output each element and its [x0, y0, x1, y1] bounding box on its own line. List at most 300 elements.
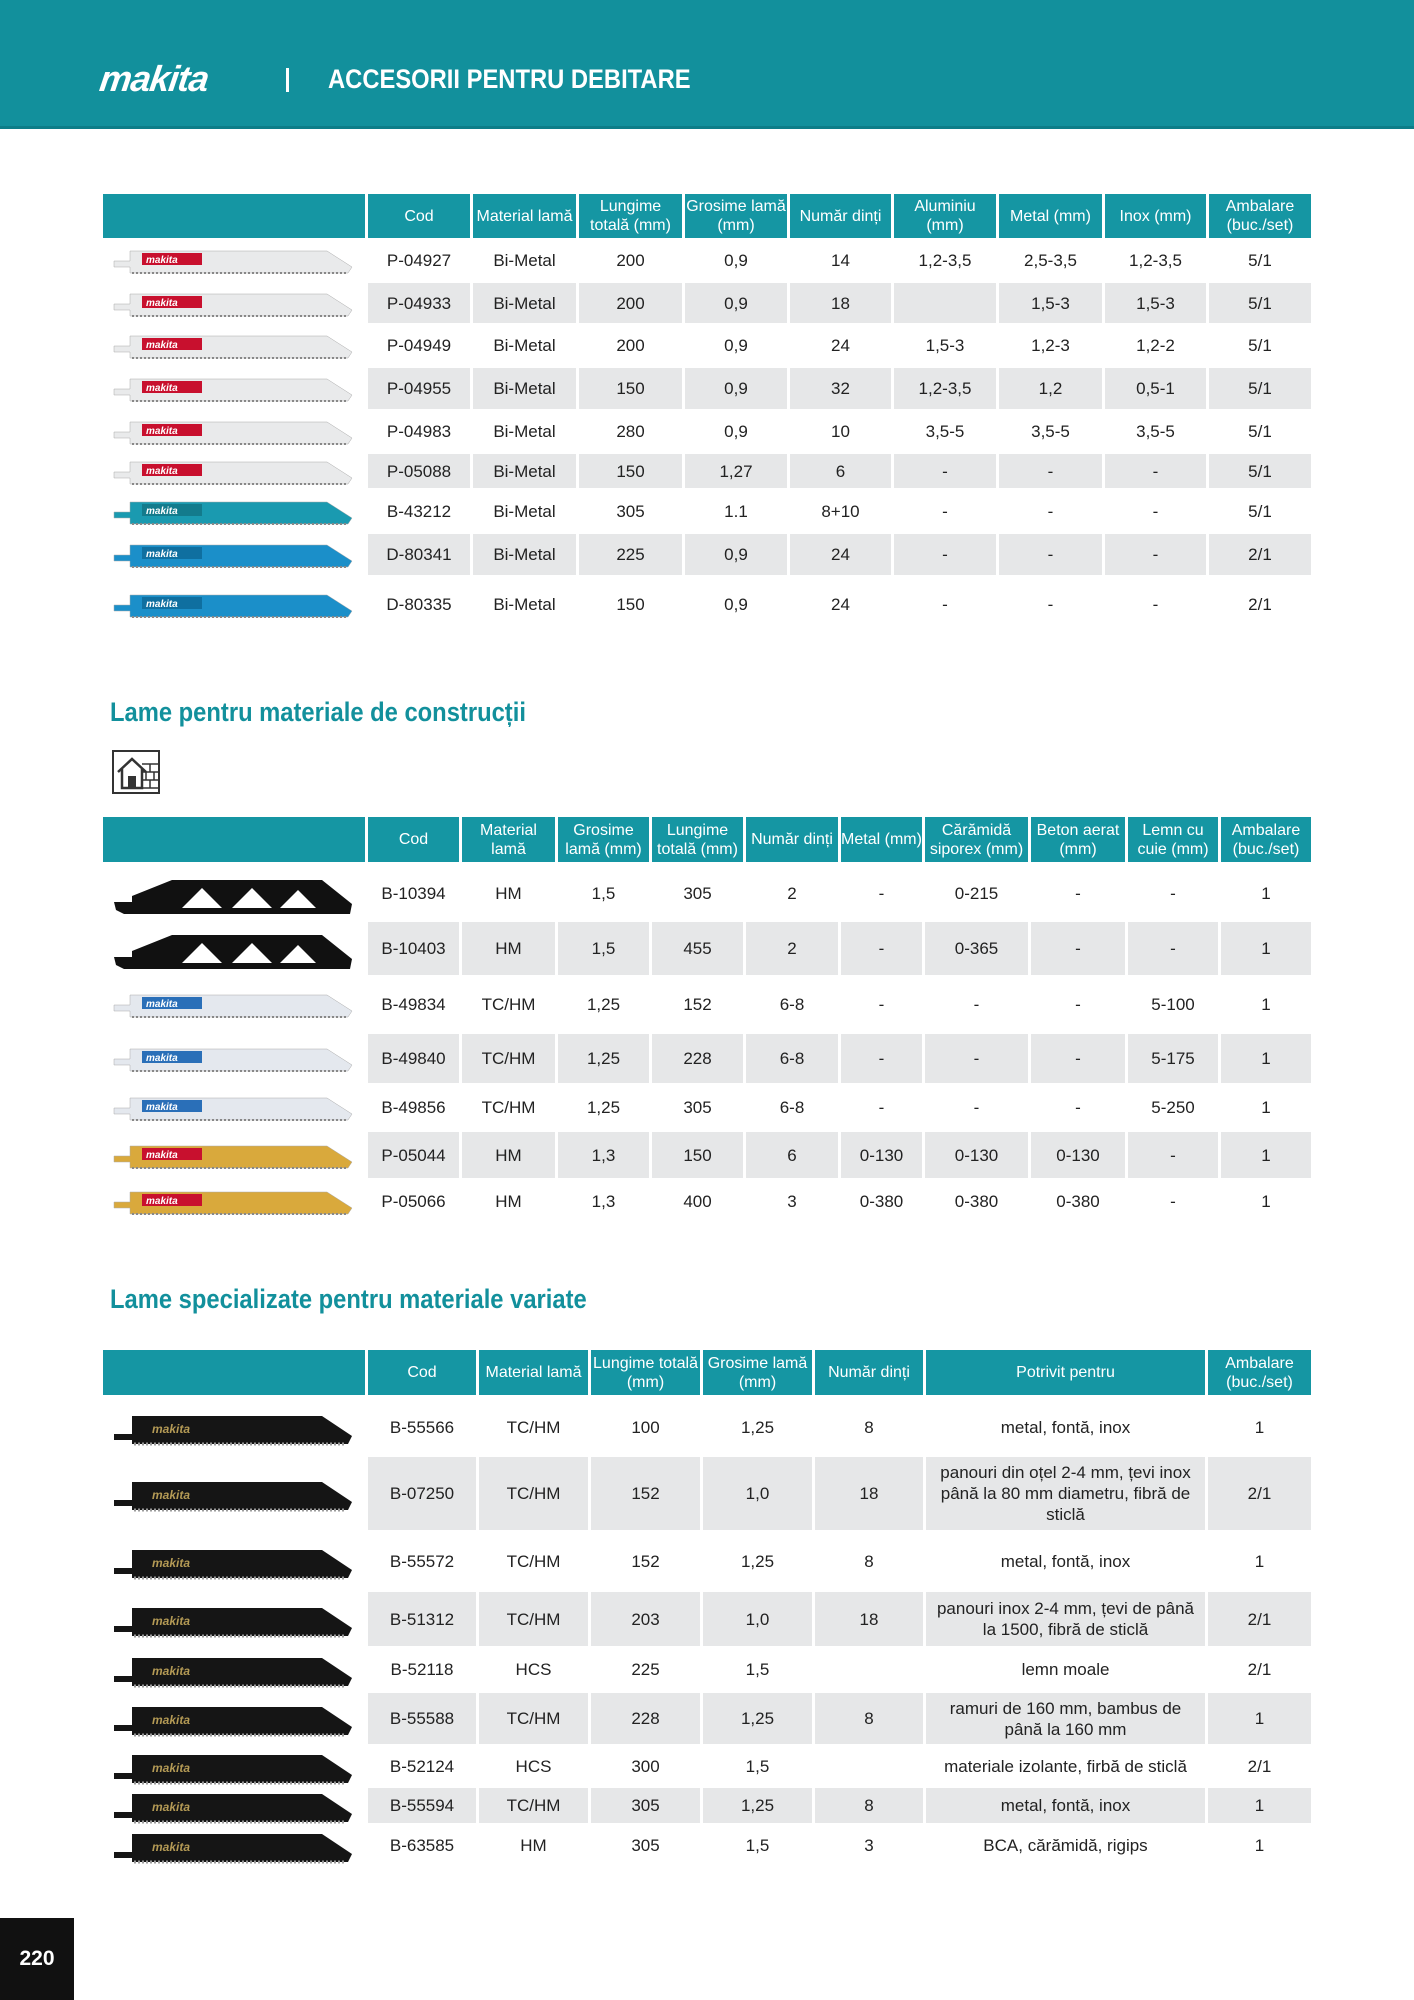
table-cell: 200 [576, 240, 682, 283]
table-cell: TC/HM [476, 1693, 588, 1747]
saw-blade-icon [103, 1649, 365, 1693]
table-cell: 1,25 [700, 1533, 812, 1592]
table-row [103, 491, 1311, 534]
table-cell: 152 [649, 978, 743, 1034]
product-code: P-04949 [365, 326, 470, 368]
table-cell: 1 [1205, 1788, 1311, 1826]
table-cell: 14 [787, 240, 891, 283]
table-cell: 1 [1218, 1132, 1311, 1181]
table-cell: HCS [476, 1747, 588, 1788]
brick-house-icon [112, 750, 160, 794]
table-cell: 305 [649, 867, 743, 922]
table-cell: - [891, 578, 996, 634]
table-row [103, 1693, 1311, 1747]
table-cell: 1 [1218, 867, 1311, 922]
table-cell: - [1102, 454, 1206, 491]
table-cell: 150 [576, 454, 682, 491]
product-code: P-04955 [365, 368, 470, 412]
product-code: D-80335 [365, 578, 470, 634]
table-cell: TC/HM [459, 1034, 555, 1086]
svg-text:makita: makita [145, 465, 178, 477]
column-header: Inox (mm) [1102, 194, 1206, 238]
table-cell: 5/1 [1206, 240, 1311, 283]
table-cell: 1,2-3,5 [1102, 240, 1206, 283]
column-header: Cod [365, 1350, 476, 1395]
product-code: P-04927 [365, 240, 470, 283]
table-cell: 0-380 [1028, 1181, 1125, 1224]
table-cell: 150 [576, 578, 682, 634]
table-cell: - [996, 534, 1102, 578]
section-title-construction: Lame pentru materiale de construcții [110, 697, 526, 727]
table-cell: metal, fontă, inox [923, 1400, 1205, 1457]
table-cell: 2 [743, 867, 838, 922]
table-cell: panouri inox 2-4 mm, țevi de până la 1500, fibră de sticlă [923, 1592, 1205, 1649]
table-cell: - [838, 922, 922, 978]
table-cell: 5-100 [1125, 978, 1218, 1034]
table-cell: 5/1 [1206, 283, 1311, 326]
table-cell: 1,25 [700, 1693, 812, 1747]
table-cell: HM [476, 1826, 588, 1867]
table-cell: 1,5-3 [1102, 283, 1206, 326]
table-cell: TC/HM [476, 1788, 588, 1826]
table-cell: 2,5-3,5 [996, 240, 1102, 283]
table-row [103, 534, 1311, 578]
table-row [103, 240, 1311, 283]
saw-blade-icon [103, 412, 365, 454]
svg-text:makita: makita [151, 1800, 190, 1814]
table-cell: 225 [588, 1649, 700, 1693]
table-cell: 1,3 [555, 1132, 649, 1181]
table-cell: - [1125, 867, 1218, 922]
table-cell: - [1028, 1086, 1125, 1132]
table-cell: panouri din oțel 2-4 mm, țevi inox până la 80 mm diametru, fibră de sticlă [923, 1457, 1205, 1533]
table-cell: BCA, cărămidă, rigips [923, 1826, 1205, 1867]
table-cell: 1,5 [700, 1747, 812, 1788]
column-header: Material lamă [459, 817, 555, 862]
svg-text:makita: makita [151, 1488, 190, 1502]
svg-text:makita: makita [151, 1613, 190, 1628]
table-row [103, 578, 1311, 634]
table-row [103, 978, 1311, 1034]
column-header: Aluminiu (mm) [891, 194, 996, 238]
saw-blade-icon [103, 1693, 365, 1747]
svg-text:makita: makita [151, 1839, 190, 1854]
column-header: Material lamă [470, 194, 576, 238]
table-cell: 1,27 [682, 454, 787, 491]
table-cell: 0-380 [922, 1181, 1028, 1224]
table-cell: 1 [1218, 978, 1311, 1034]
table-cell: 0,9 [682, 283, 787, 326]
table-cell: 1,5-3 [891, 326, 996, 368]
table-cell: - [891, 491, 996, 534]
svg-text:makita: makita [145, 297, 178, 309]
table-cell: 2/1 [1206, 534, 1311, 578]
table-cell: HM [459, 867, 555, 922]
product-code: B-10403 [365, 922, 459, 978]
table-cell: 0,5-1 [1102, 368, 1206, 412]
table-cell: - [922, 1086, 1028, 1132]
column-header: Lungime totală (mm) [576, 194, 682, 238]
table-cell: 1 [1205, 1693, 1311, 1747]
svg-text:makita: makita [145, 505, 178, 517]
saw-blade-icon [103, 1747, 365, 1788]
table-cell: 3,5-5 [891, 412, 996, 454]
table-cell: 1,5 [555, 867, 649, 922]
table-cell: 100 [588, 1400, 700, 1457]
table-cell: 0,9 [682, 368, 787, 412]
table-cell: 3,5-5 [996, 412, 1102, 454]
table-cell: TC/HM [459, 1086, 555, 1132]
table-cell: 300 [588, 1747, 700, 1788]
table-cell: 6-8 [743, 1086, 838, 1132]
product-code: B-55594 [365, 1788, 476, 1826]
saw-blade-icon [103, 1181, 365, 1224]
product-code: P-04983 [365, 412, 470, 454]
column-header: Număr dinți [743, 817, 838, 862]
table-cell: 2/1 [1205, 1649, 1311, 1693]
saw-blade-icon [103, 1400, 365, 1457]
product-code: B-43212 [365, 491, 470, 534]
column-header: Lungime totală (mm) [649, 817, 743, 862]
saw-blade-icon [103, 534, 365, 578]
table-cell: 1,2-2 [1102, 326, 1206, 368]
table-cell: 6 [787, 454, 891, 491]
table-row [103, 1592, 1311, 1649]
table-cell: - [1125, 922, 1218, 978]
table-row [103, 454, 1311, 491]
table-cell: 3,5-5 [1102, 412, 1206, 454]
table-cell: Bi-Metal [470, 534, 576, 578]
table-cell: 2/1 [1205, 1592, 1311, 1649]
table-cell: 455 [649, 922, 743, 978]
table-row [103, 1400, 1311, 1457]
table-cell: TC/HM [459, 978, 555, 1034]
product-code: B-51312 [365, 1592, 476, 1649]
product-code: B-55572 [365, 1533, 476, 1592]
table-header [103, 194, 1311, 238]
table-cell: 18 [812, 1592, 923, 1649]
svg-text:makita: makita [145, 599, 178, 610]
svg-text:makita: makita [151, 1760, 190, 1775]
table-cell: - [838, 1086, 922, 1132]
table-cell: 5/1 [1206, 412, 1311, 454]
table-cell: lemn moale [923, 1649, 1205, 1693]
product-code: B-07250 [365, 1457, 476, 1533]
table-row [103, 1533, 1311, 1592]
table-cell: 1,5 [555, 922, 649, 978]
table-cell: 1,2-3,5 [891, 368, 996, 412]
saw-blade-icon [103, 1592, 365, 1649]
column-header: Metal (mm) [996, 194, 1102, 238]
table-cell: 1,0 [700, 1592, 812, 1649]
table-cell: 225 [576, 534, 682, 578]
table-cell: 1,25 [700, 1400, 812, 1457]
table-row [103, 1132, 1311, 1181]
table-cell: 1,2 [996, 368, 1102, 412]
table-cell: 1,25 [555, 1086, 649, 1132]
product-code: B-49840 [365, 1034, 459, 1086]
column-header: Cărămidă siporex (mm) [922, 817, 1028, 862]
table-cell: 0-365 [922, 922, 1028, 978]
column-header: Lemn cu cuie (mm) [1125, 817, 1218, 862]
svg-text:makita: makita [145, 340, 178, 351]
table-cell: 0,9 [682, 240, 787, 283]
product-code: B-52124 [365, 1747, 476, 1788]
table-cell: 6 [743, 1132, 838, 1181]
table-row [103, 867, 1311, 922]
svg-text:makita: makita [151, 1713, 190, 1727]
table-cell: - [838, 1034, 922, 1086]
table-cell: Bi-Metal [470, 368, 576, 412]
table-cell: 0-130 [922, 1132, 1028, 1181]
column-header: Metal (mm) [838, 817, 922, 862]
table-cell: 18 [787, 283, 891, 326]
table-cell: Bi-Metal [470, 412, 576, 454]
table-cell: 1 [1218, 922, 1311, 978]
table-cell: 3 [812, 1826, 923, 1867]
table-cell: 6-8 [743, 1034, 838, 1086]
table-cell: 5-175 [1125, 1034, 1218, 1086]
table-cell: - [1028, 922, 1125, 978]
saw-blade-icon [103, 1788, 365, 1826]
saw-blade-icon [103, 491, 365, 534]
table-cell: Bi-Metal [470, 283, 576, 326]
table-cell: 1 [1205, 1826, 1311, 1867]
product-code: B-52118 [365, 1649, 476, 1693]
product-code: P-04933 [365, 283, 470, 326]
table-cell: 1,25 [700, 1788, 812, 1826]
saw-blade-icon [103, 240, 365, 283]
svg-text:makita: makita [145, 999, 178, 1010]
table-cell: 8 [812, 1533, 923, 1592]
table-cell: 305 [649, 1086, 743, 1132]
saw-blade-icon [103, 978, 365, 1034]
table-cell: 1,5 [700, 1649, 812, 1693]
table-cell: 1,2-3 [996, 326, 1102, 368]
saw-blade-icon [103, 1457, 365, 1533]
table-cell: - [1125, 1181, 1218, 1224]
table-row [103, 1086, 1311, 1132]
table-cell: 400 [649, 1181, 743, 1224]
table-cell: - [1102, 491, 1206, 534]
table-cell: 5/1 [1206, 491, 1311, 534]
table-cell: 200 [576, 326, 682, 368]
table-row [103, 368, 1311, 412]
table-cell: 8 [812, 1693, 923, 1747]
table-cell: TC/HM [476, 1457, 588, 1533]
svg-text:makita: makita [145, 254, 178, 266]
table-cell: 5-250 [1125, 1086, 1218, 1132]
table-cell: HM [459, 922, 555, 978]
table-row [103, 922, 1311, 978]
table-cell: 5/1 [1206, 454, 1311, 491]
product-code: B-49856 [365, 1086, 459, 1132]
table-cell: 10 [787, 412, 891, 454]
table-cell: - [838, 978, 922, 1034]
table-cell: - [996, 491, 1102, 534]
table-cell: - [1028, 1034, 1125, 1086]
table-row [103, 1826, 1311, 1867]
svg-text:makita: makita [151, 1421, 190, 1436]
makita-logo: makita [97, 58, 212, 99]
table-row [103, 1457, 1311, 1533]
table-cell: 1 [1218, 1181, 1311, 1224]
column-header: Cod [365, 817, 459, 862]
table-cell: 1,25 [555, 978, 649, 1034]
table-cell: metal, fontă, inox [923, 1533, 1205, 1592]
table-cell [812, 1747, 923, 1788]
table-cell: 152 [588, 1457, 700, 1533]
table-cell: 0-130 [838, 1132, 922, 1181]
table-cell: - [1125, 1132, 1218, 1181]
table-cell: 0-130 [1028, 1132, 1125, 1181]
table-cell: 1,0 [700, 1457, 812, 1533]
column-header: Număr dinți [812, 1350, 923, 1395]
table-cell: - [1102, 578, 1206, 634]
product-code: B-10394 [365, 867, 459, 922]
table-cell: 228 [588, 1693, 700, 1747]
svg-text:makita: makita [145, 1149, 178, 1161]
table-cell: 24 [787, 534, 891, 578]
table-cell: 0-380 [838, 1181, 922, 1224]
table-cell: 200 [576, 283, 682, 326]
column-header: Beton aerat (mm) [1028, 817, 1125, 862]
table-cell: 228 [649, 1034, 743, 1086]
table-cell: materiale izolante, firbă de sticlă [923, 1747, 1205, 1788]
product-code: P-05066 [365, 1181, 459, 1224]
table-cell: 24 [787, 326, 891, 368]
table-cell: 2/1 [1205, 1747, 1311, 1788]
table-header [103, 1350, 1311, 1395]
table-cell: HCS [476, 1649, 588, 1693]
table-cell: HM [459, 1181, 555, 1224]
table-cell: 24 [787, 578, 891, 634]
table-cell: - [996, 454, 1102, 491]
table-cell: 1,5 [700, 1826, 812, 1867]
table-cell [891, 283, 996, 326]
table-cell: 0,9 [682, 326, 787, 368]
saw-blade-icon [103, 578, 365, 634]
table-cell: 8+10 [787, 491, 891, 534]
table-cell: ramuri de 160 mm, bambus de până la 160 mm [923, 1693, 1205, 1747]
svg-text:makita: makita [145, 426, 178, 437]
column-header: Grosime lamă (mm) [555, 817, 649, 862]
table-cell: 18 [812, 1457, 923, 1533]
table-cell: - [838, 867, 922, 922]
saw-blade-icon [103, 1826, 365, 1867]
saw-blade-icon [103, 867, 365, 922]
table-row [103, 1034, 1311, 1086]
saw-blade-icon [103, 283, 365, 326]
table-cell: - [922, 1034, 1028, 1086]
product-code: B-63585 [365, 1826, 476, 1867]
column-header: Potrivit pentru [923, 1350, 1205, 1395]
table-cell: Bi-Metal [470, 491, 576, 534]
table-cell: 305 [576, 491, 682, 534]
svg-text:makita: makita [151, 1555, 190, 1570]
table-cell: 0,9 [682, 578, 787, 634]
product-code: B-55588 [365, 1693, 476, 1747]
column-header: Ambalare (buc./set) [1206, 194, 1311, 238]
table-cell: 150 [649, 1132, 743, 1181]
page-number: 220 [0, 1918, 74, 2000]
product-code: D-80341 [365, 534, 470, 578]
table-cell: 0-215 [922, 867, 1028, 922]
saw-blade-icon [103, 326, 365, 368]
table-cell: 2 [743, 922, 838, 978]
saw-blade-icon [103, 1132, 365, 1181]
table-cell: 1,2-3,5 [891, 240, 996, 283]
table-cell: - [922, 978, 1028, 1034]
table-cell: 1.1 [682, 491, 787, 534]
table-cell: 1 [1205, 1533, 1311, 1592]
column-header: Număr dinți [787, 194, 891, 238]
table-cell: 6-8 [743, 978, 838, 1034]
table-cell: metal, fontă, inox [923, 1788, 1205, 1826]
table-cell: 1,3 [555, 1181, 649, 1224]
header-band [0, 0, 1414, 129]
product-code: P-05088 [365, 454, 470, 491]
saw-blade-icon [103, 1034, 365, 1086]
table-row [103, 1181, 1311, 1224]
table-cell: Bi-Metal [470, 240, 576, 283]
table-cell: TC/HM [476, 1533, 588, 1592]
header-divider [286, 68, 289, 92]
section-title-specialized: Lame specializate pentru materiale variate [110, 1284, 587, 1314]
svg-text:makita: makita [145, 1053, 178, 1064]
table-row [103, 1747, 1311, 1788]
table-cell: 203 [588, 1592, 700, 1649]
table-cell: TC/HM [476, 1400, 588, 1457]
svg-text:makita: makita [145, 1195, 178, 1207]
svg-text:makita: makita [145, 549, 178, 560]
table-cell: 1 [1218, 1086, 1311, 1132]
table-cell: 2/1 [1206, 578, 1311, 634]
svg-text:makita: makita [145, 383, 178, 394]
product-code: B-49834 [365, 978, 459, 1034]
table-cell: TC/HM [476, 1592, 588, 1649]
column-header: Ambalare (buc./set) [1205, 1350, 1311, 1395]
table-cell: 5/1 [1206, 368, 1311, 412]
table-cell: Bi-Metal [470, 326, 576, 368]
table-cell: - [1028, 978, 1125, 1034]
table-cell: 1,25 [555, 1034, 649, 1086]
table-cell: 32 [787, 368, 891, 412]
column-header: Grosime lamă (mm) [682, 194, 787, 238]
column-header: Ambalare (buc./set) [1218, 817, 1311, 862]
table-row [103, 1649, 1311, 1693]
table-cell: 305 [588, 1788, 700, 1826]
table-cell: - [996, 578, 1102, 634]
table-cell: - [1102, 534, 1206, 578]
table-cell: Bi-Metal [470, 454, 576, 491]
table-cell: 0,9 [682, 534, 787, 578]
table-cell: Bi-Metal [470, 578, 576, 634]
column-header: Lungime totală (mm) [588, 1350, 700, 1395]
saw-blade-icon [103, 922, 365, 978]
saw-blade-icon [103, 454, 365, 491]
column-header: Grosime lamă (mm) [700, 1350, 812, 1395]
table-cell: - [891, 534, 996, 578]
table-row [103, 1788, 1311, 1826]
saw-blade-icon [103, 368, 365, 412]
table-row [103, 326, 1311, 368]
svg-text:makita: makita [145, 1102, 178, 1113]
table-cell: 5/1 [1206, 326, 1311, 368]
table-cell: HM [459, 1132, 555, 1181]
table-cell: 8 [812, 1400, 923, 1457]
table-cell: 280 [576, 412, 682, 454]
